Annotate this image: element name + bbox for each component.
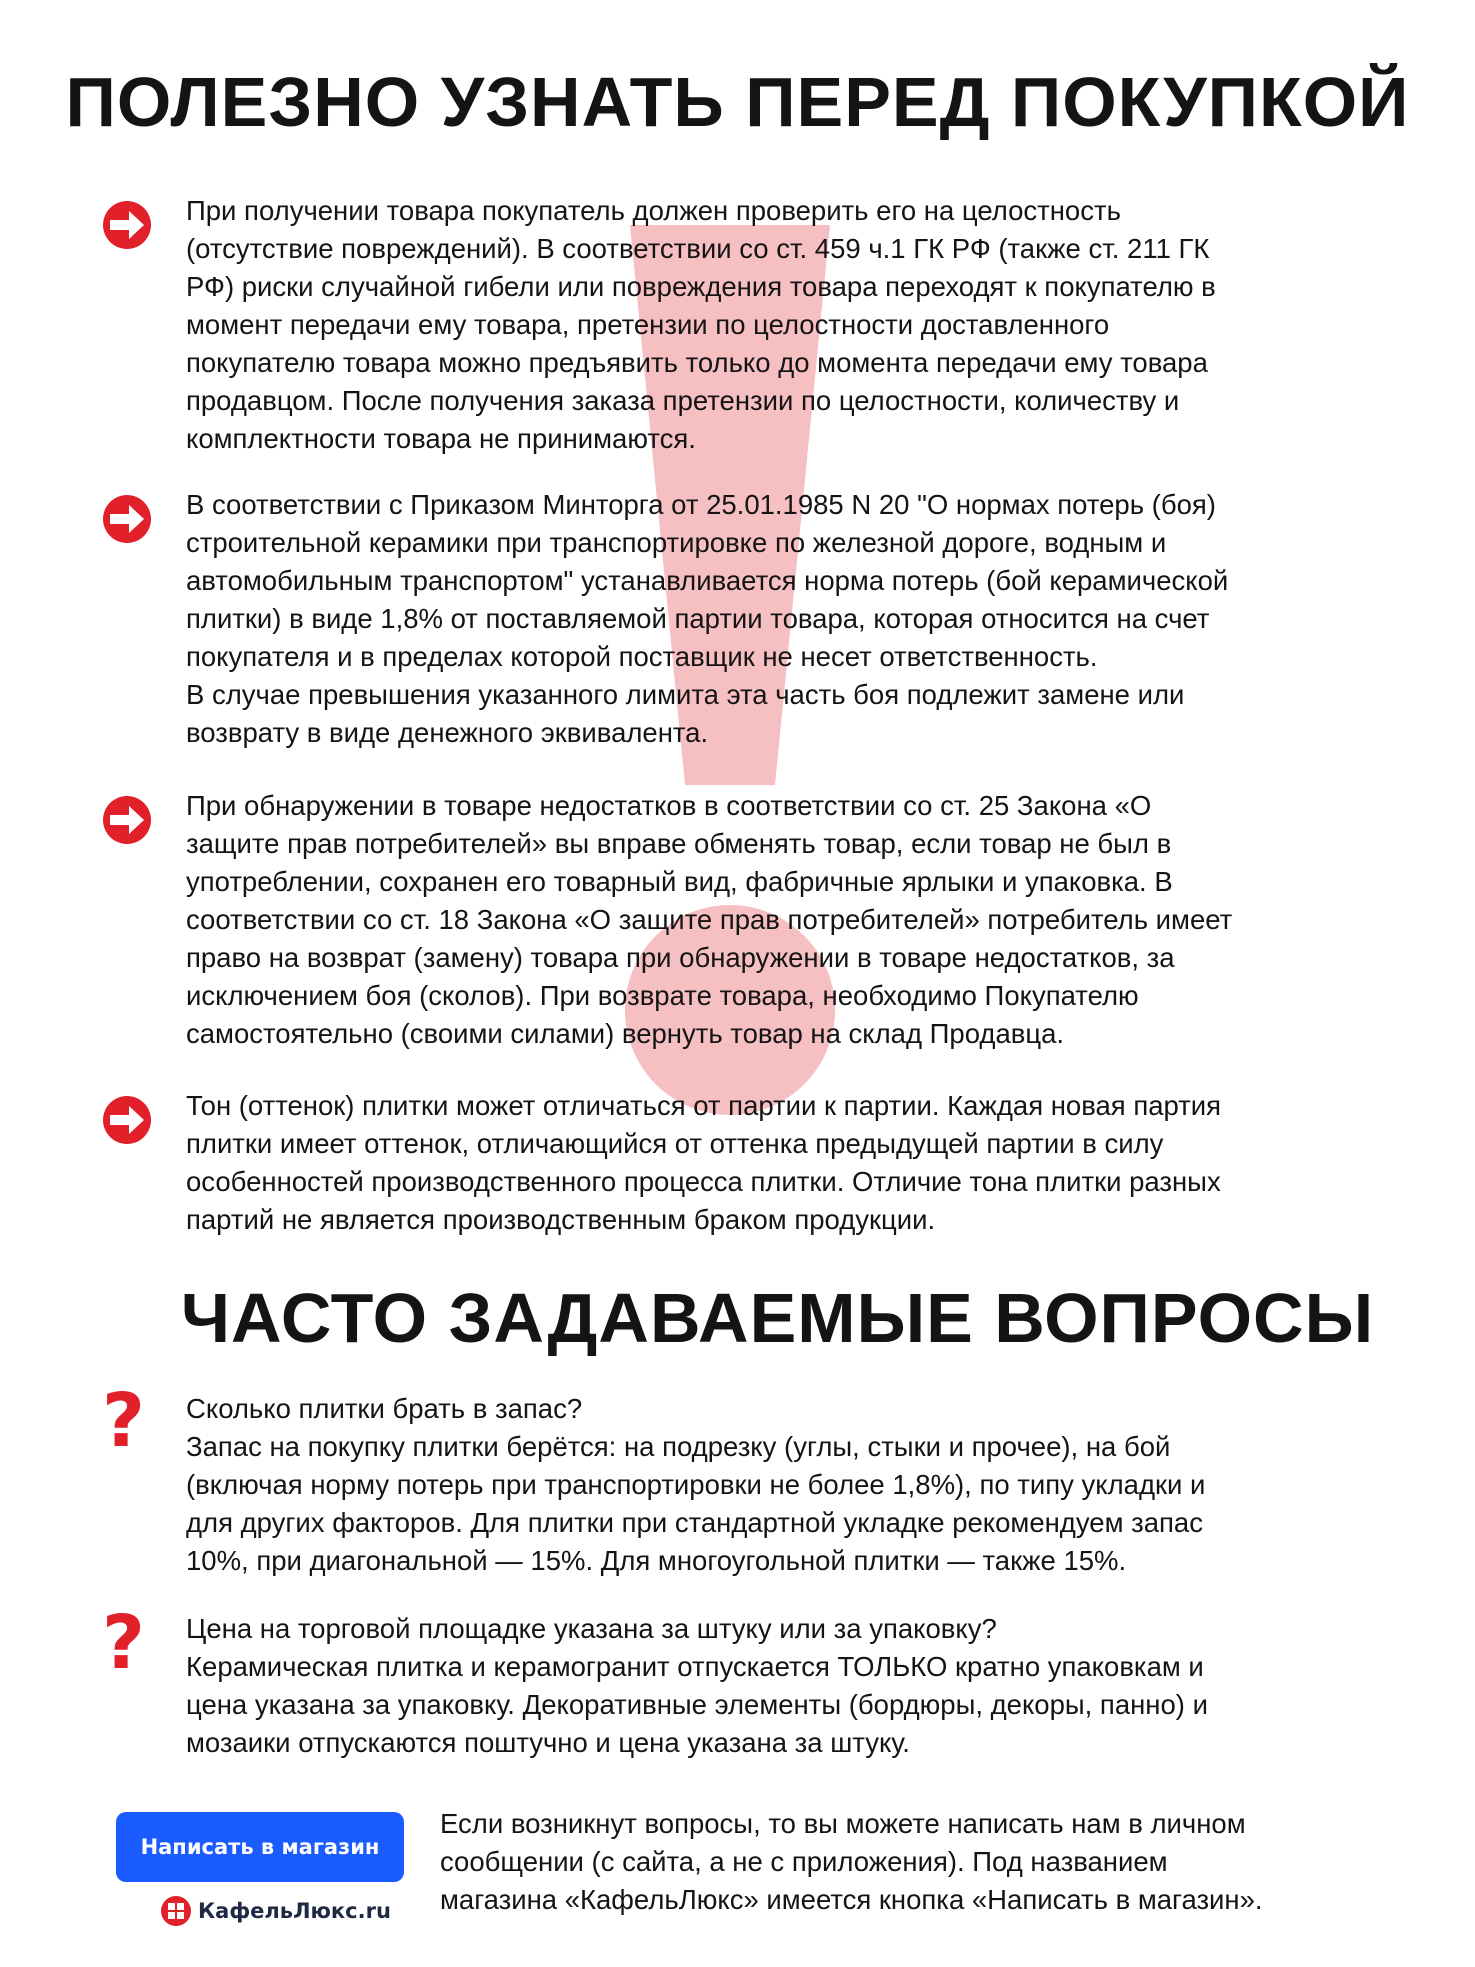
kafellux-logo-icon [160,1895,192,1927]
info-text: При получении товара покупатель должен проверить его на целостность (отсутствие повреждений). В соответствии со ст. 459 ч.1 ГК РФ (также ст. 211 ГК РФ) риски случайной гибели или повреждения товара переходят к покупателю в момент передачи ему товара, претензии по целостности доставленного покупателю товара можно предъявить только до момента передачи ему товара продавцом. После получения заказа претензии по целостности, количеству и комплектности товара не принимаются. [186,195,1216,454]
info-text: Тон (оттенок) плитки может отличаться от партии к партии. Каждая новая партия плитки имеет оттенок, отличающийся от оттенка предыдущей партии в силу особенностей производственного процесса плитки. Отличие тона плитки разных партий не является производственным браком продукции. [186,1090,1222,1235]
brand [160,1895,391,1927]
write-to-store-button[interactable]: Написать в магазин [116,1812,404,1882]
question-mark-icon: ? [102,1378,145,1464]
faq-text: Цена на торговой площадке указана за штуку или за упаковку? Керамическая плитка и керамогранит отпускается ТОЛЬКО кратно упаковкам и цена указана за упаковку. Декоративные элементы (бордюры, декоры, панно) и мозаики отпускаются поштучно и цена указана за штуку. [186,1613,1208,1758]
arrow-right-icon [100,198,154,252]
brand-name: КафельЛюкс.ru [198,1899,391,1923]
question-mark-icon: ? [102,1600,145,1686]
info-text: В соответствии с Приказом Минторга от 25.01.1985 N 20 "О нормах потерь (боя) строительной керамики при транспортировке по железной дороге, водным и автомобильным транспортом" устанавливается норма потерь (бой керамической плитки) в виде 1,8% от поставляемой партии товара, которая относится на счет покупателя и в пределах которой поставщик не несет ответственность. В случае превышения указанного лимита эта часть боя подлежит замене или возврату в виде денежного эквивалента. [186,489,1229,748]
contact-text: Если возникнут вопросы, то вы можете написать нам в личном сообщении (с сайта, а не с приложения). Под названием магазина «КафельЛюкс» имеется кнопка «Написать в магазин». [440,1808,1263,1915]
arrow-right-icon [100,492,154,546]
arrow-right-icon [100,793,154,847]
faq-text: Сколько плитки брать в запас? Запас на покупку плитки берётся: на подрезку (углы, стыки и прочее), на бой (включая норму потерь при транспортировки не более 1,8%), по типу укладки и для других факторов. Для плитки при стандартной укладке рекомендуем запас 10%, при диагональной — 15%. Для многоугольной плитки — также 15%. [186,1393,1206,1576]
faq-title: ЧАСТО ЗАДАВАЕМЫЕ ВОПРОСЫ [180,1279,1375,1357]
info-text: При обнаружении в товаре недостатков в соответствии со ст. 25 Закона «О защите прав потребителей» вы вправе обменять товар, если товар не был в употреблении, сохранен его товарный вид, фабричные ярлыки и упаковка. В соответствии со ст. 18 Закона «О защите прав потребителей» потребитель имеет право на возврат (замену) товара при обнаружении в товаре недостатков, за исключением боя (сколов). При возврате товара, необходимо Покупателю самостоятельно (своими силами) вернуть товар на склад Продавца. [186,790,1233,1049]
arrow-right-icon [100,1093,154,1147]
page-title: ПОЛЕЗНО УЗНАТЬ ПЕРЕД ПОКУПКОЙ [65,63,1410,141]
